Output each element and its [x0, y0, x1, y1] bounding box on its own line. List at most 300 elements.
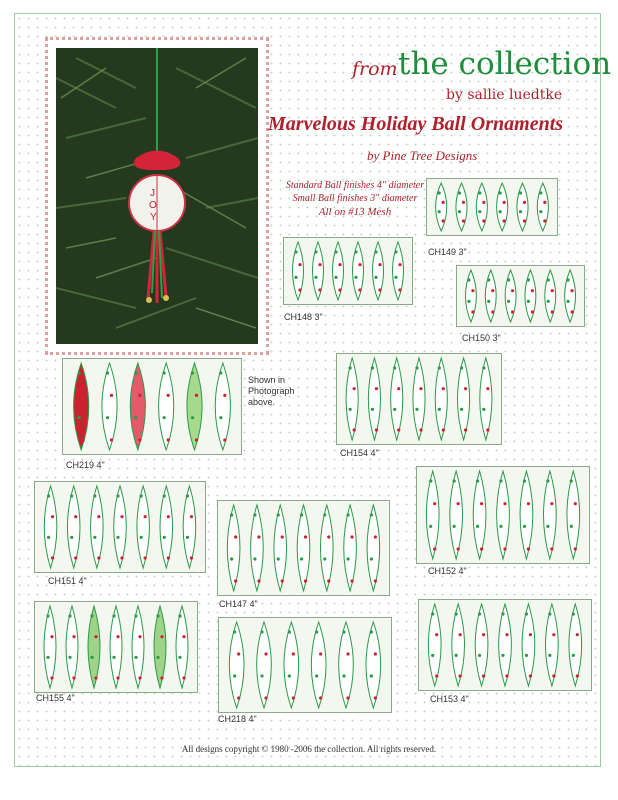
- chart-ch152: [416, 466, 590, 564]
- motif-dot: [138, 676, 141, 679]
- motif-dot: [480, 547, 483, 550]
- motif-dot: [233, 630, 236, 633]
- svg-text:Y: Y: [150, 212, 157, 223]
- motif-dot: [471, 310, 474, 313]
- motif-dot: [375, 428, 378, 431]
- motif-dot: [378, 288, 381, 291]
- motif-dot: [397, 387, 400, 390]
- motif-dot: [487, 300, 490, 303]
- motif-dot: [570, 525, 573, 528]
- spec-mesh: All on #13 Mesh: [318, 206, 392, 218]
- motif-dot: [338, 263, 341, 266]
- motif-dot: [501, 612, 504, 615]
- motif-dot: [97, 515, 100, 518]
- motif-dot: [480, 502, 483, 505]
- ornament-gore: [367, 505, 380, 591]
- motif-dot: [462, 201, 465, 204]
- motif-dot: [543, 219, 546, 222]
- ornament-gore: [517, 183, 528, 231]
- chart-ch218: [218, 617, 392, 713]
- from-text: from: [352, 58, 398, 80]
- spec-small: Small Ball finishes 3" diameter: [292, 193, 418, 204]
- motif-dot: [505, 633, 508, 636]
- motif-dot: [566, 300, 569, 303]
- motif-dot: [550, 502, 553, 505]
- motif-dot: [519, 191, 522, 194]
- motif-dot: [370, 513, 373, 516]
- ornament-gore: [497, 183, 508, 231]
- ornament-gore: [373, 242, 384, 300]
- motif-dot: [134, 656, 137, 659]
- ornament-gore: [450, 471, 463, 559]
- motif-dot: [525, 654, 528, 657]
- motif-dot: [253, 557, 256, 560]
- ornament-gore: [88, 606, 100, 688]
- chart-art: [337, 354, 501, 444]
- ornament-gore: [251, 505, 264, 591]
- motif-dot: [527, 547, 530, 550]
- ornament-gore: [159, 363, 174, 450]
- motif-dot: [397, 428, 400, 431]
- motif-dot: [478, 654, 481, 657]
- motif-dot: [457, 547, 460, 550]
- ornament-gore: [353, 242, 364, 300]
- ornament-gore: [480, 358, 492, 440]
- chart-art: [284, 238, 412, 304]
- motif-dot: [163, 416, 166, 419]
- motif-dot: [163, 371, 166, 374]
- motif-dot: [264, 696, 267, 699]
- ornament-gore: [505, 270, 516, 322]
- motif-dot: [82, 438, 85, 441]
- ornament-gore: [475, 604, 488, 686]
- motif-dot: [260, 674, 263, 677]
- motif-dot: [471, 289, 474, 292]
- motif-dot: [550, 547, 553, 550]
- ornament-gore: [465, 270, 476, 322]
- motif-dot: [94, 676, 97, 679]
- motif-dot: [138, 635, 141, 638]
- motif-dot: [393, 408, 396, 411]
- motif-dot: [548, 612, 551, 615]
- chart-label-ch148: CH148 3": [284, 312, 323, 322]
- motif-dot: [350, 579, 353, 582]
- motif-dot: [371, 408, 374, 411]
- ornament-gore: [346, 358, 358, 440]
- motif-dot: [219, 371, 222, 374]
- photo-note: Shown in Photograph above.: [248, 375, 295, 407]
- motif-dot: [160, 676, 163, 679]
- chart-art: [457, 266, 584, 326]
- motif-dot: [78, 416, 81, 419]
- ornament-gore: [473, 471, 486, 559]
- motif-dot: [319, 652, 322, 655]
- motif-dot: [531, 310, 534, 313]
- motif-dot: [499, 210, 502, 213]
- motif-dot: [74, 556, 77, 559]
- motif-dot: [467, 278, 470, 281]
- motif-dot: [318, 263, 321, 266]
- chart-label-ch147: CH147 4": [219, 599, 258, 609]
- ornament-photo-frame: [45, 37, 269, 355]
- motif-dot: [353, 428, 356, 431]
- motif-dot: [570, 289, 573, 292]
- chart-label-ch152: CH152 4": [428, 566, 467, 576]
- chart-ch154: [336, 353, 502, 445]
- motif-dot: [374, 579, 377, 582]
- chart-ch219: [62, 358, 242, 455]
- motif-dot: [551, 289, 554, 292]
- motif-dot: [491, 310, 494, 313]
- motif-dot: [394, 276, 397, 279]
- motif-dot: [455, 612, 458, 615]
- motif-dot: [438, 366, 441, 369]
- motif-dot: [503, 547, 506, 550]
- motif-dot: [223, 394, 226, 397]
- motif-dot: [219, 416, 222, 419]
- chart-ch155: [34, 601, 198, 693]
- ornament-gore: [313, 242, 324, 300]
- motif-dot: [134, 614, 137, 617]
- motif-dot: [552, 633, 555, 636]
- motif-dot: [546, 479, 549, 482]
- ornament-gore: [229, 622, 244, 708]
- motif-dot: [292, 696, 295, 699]
- ornament-gore: [154, 606, 166, 688]
- motif-dot: [460, 366, 463, 369]
- ornament-gore: [66, 606, 78, 688]
- motif-dot: [551, 310, 554, 313]
- motif-dot: [503, 219, 506, 222]
- motif-dot: [431, 654, 434, 657]
- motif-dot: [233, 674, 236, 677]
- motif-dot: [116, 536, 119, 539]
- motif-dot: [531, 289, 534, 292]
- motif-dot: [190, 556, 193, 559]
- motif-dot: [374, 535, 377, 538]
- motif-dot: [547, 278, 550, 281]
- motif-dot: [68, 656, 71, 659]
- motif-dot: [140, 494, 143, 497]
- ornament-gore: [537, 183, 548, 231]
- spec-standard: Standard Ball finishes 4" diameter: [285, 180, 425, 191]
- motif-dot: [72, 676, 75, 679]
- ornament-gore: [485, 270, 496, 322]
- ornament-gore: [274, 505, 287, 591]
- motif-dot: [191, 416, 194, 419]
- ornament-gore: [130, 363, 145, 450]
- ornament-gore: [311, 622, 326, 708]
- ornament-gore: [215, 363, 230, 450]
- motif-dot: [50, 635, 53, 638]
- collection-title: the collection: [398, 46, 612, 82]
- motif-dot: [167, 556, 170, 559]
- motif-dot: [90, 656, 93, 659]
- motif-dot: [350, 535, 353, 538]
- motif-dot: [138, 438, 141, 441]
- motif-dot: [429, 479, 432, 482]
- motif-dot: [507, 300, 510, 303]
- chart-art: [419, 600, 591, 690]
- motif-dot: [191, 371, 194, 374]
- motif-dot: [134, 371, 137, 374]
- motif-dot: [574, 502, 577, 505]
- motif-dot: [70, 494, 73, 497]
- motif-dot: [370, 674, 373, 677]
- motif-dot: [478, 210, 481, 213]
- motif-dot: [234, 579, 237, 582]
- ornament-gore: [297, 505, 310, 591]
- motif-dot: [419, 387, 422, 390]
- motif-dot: [182, 676, 185, 679]
- motif-dot: [457, 502, 460, 505]
- motif-dot: [458, 191, 461, 194]
- ornament-gore: [458, 358, 470, 440]
- motif-dot: [374, 250, 377, 253]
- ornament-gore: [114, 486, 127, 568]
- motif-dot: [82, 394, 85, 397]
- motif-dot: [574, 547, 577, 550]
- ornament-gore: [44, 606, 56, 688]
- motif-dot: [547, 300, 550, 303]
- chart-art: [219, 618, 391, 712]
- ornament-gore: [227, 505, 240, 591]
- motif-dot: [529, 633, 532, 636]
- motif-dot: [237, 696, 240, 699]
- motif-dot: [138, 394, 141, 397]
- motif-dot: [315, 674, 318, 677]
- motif-dot: [327, 535, 330, 538]
- motif-dot: [543, 201, 546, 204]
- ornament-gore: [525, 270, 536, 322]
- motif-dot: [300, 557, 303, 560]
- motif-dot: [398, 288, 401, 291]
- motif-dot: [223, 438, 226, 441]
- motif-dot: [435, 633, 438, 636]
- chart-ch148: [283, 237, 413, 305]
- motif-dot: [314, 276, 317, 279]
- chart-label-ch154: CH154 4": [340, 448, 379, 458]
- motif-dot: [144, 515, 147, 518]
- motif-dot: [433, 502, 436, 505]
- motif-dot: [453, 525, 456, 528]
- motif-dot: [459, 674, 462, 677]
- motif-dot: [438, 210, 441, 213]
- ornament-gore: [546, 604, 559, 686]
- motif-dot: [460, 408, 463, 411]
- motif-dot: [93, 536, 96, 539]
- chart-ch151: [34, 481, 206, 573]
- motif-dot: [394, 250, 397, 253]
- motif-dot: [90, 614, 93, 617]
- ornament-gore: [413, 358, 425, 440]
- motif-dot: [327, 579, 330, 582]
- motif-dot: [338, 288, 341, 291]
- motif-dot: [478, 612, 481, 615]
- motif-dot: [527, 278, 530, 281]
- motif-dot: [442, 219, 445, 222]
- motif-dot: [156, 614, 159, 617]
- chart-label-ch153: CH153 4": [430, 694, 469, 704]
- ornament-gore: [67, 486, 80, 568]
- motif-dot: [511, 289, 514, 292]
- motif-dot: [257, 535, 260, 538]
- motif-dot: [260, 630, 263, 633]
- motif-dot: [459, 633, 462, 636]
- motif-dot: [112, 614, 115, 617]
- motif-dot: [519, 210, 522, 213]
- motif-dot: [566, 278, 569, 281]
- motif-dot: [46, 656, 49, 659]
- motif-dot: [230, 557, 233, 560]
- ornament-gore: [569, 604, 582, 686]
- motif-dot: [186, 494, 189, 497]
- motif-dot: [277, 557, 280, 560]
- motif-dot: [370, 557, 373, 560]
- motif-dot: [110, 438, 113, 441]
- motif-dot: [523, 479, 526, 482]
- motif-dot: [294, 276, 297, 279]
- motif-dot: [120, 556, 123, 559]
- ornament-gore: [520, 471, 533, 559]
- motif-dot: [499, 479, 502, 482]
- ornament-gore: [110, 606, 122, 688]
- motif-dot: [523, 525, 526, 528]
- motif-dot: [112, 656, 115, 659]
- motif-dot: [120, 515, 123, 518]
- motif-dot: [431, 612, 434, 615]
- motif-dot: [572, 654, 575, 657]
- motif-dot: [453, 479, 456, 482]
- motif-dot: [576, 674, 579, 677]
- ornament-gore: [368, 358, 380, 440]
- svg-text:J: J: [150, 188, 155, 199]
- motif-dot: [442, 201, 445, 204]
- ornament-gore: [132, 606, 144, 688]
- ornament-gore: [435, 358, 447, 440]
- chart-art: [427, 179, 557, 235]
- designer-credit: by sallie luedtke: [446, 87, 563, 103]
- motif-dot: [435, 674, 438, 677]
- motif-dot: [304, 579, 307, 582]
- motif-dot: [323, 513, 326, 516]
- motif-dot: [186, 536, 189, 539]
- subtitle: by Pine Tree Designs: [367, 148, 478, 163]
- motif-dot: [68, 614, 71, 617]
- chart-art: [63, 359, 241, 454]
- ornament-gore: [44, 486, 57, 568]
- motif-dot: [374, 696, 377, 699]
- motif-dot: [195, 438, 198, 441]
- motif-dot: [178, 614, 181, 617]
- motif-dot: [398, 263, 401, 266]
- chart-label-ch155: CH155 4": [36, 693, 75, 703]
- motif-dot: [318, 288, 321, 291]
- chart-label-ch219: CH219 4": [66, 460, 105, 470]
- motif-dot: [182, 635, 185, 638]
- motif-dot: [160, 635, 163, 638]
- motif-dot: [482, 366, 485, 369]
- ornament-gore: [320, 505, 333, 591]
- motif-dot: [464, 387, 467, 390]
- motif-dot: [499, 525, 502, 528]
- motif-dot: [572, 612, 575, 615]
- motif-dot: [476, 479, 479, 482]
- motif-dot: [300, 513, 303, 516]
- motif-dot: [354, 276, 357, 279]
- motif-dot: [74, 515, 77, 518]
- motif-dot: [482, 201, 485, 204]
- ornament-gore: [497, 471, 510, 559]
- ornament-gore: [344, 505, 357, 591]
- ornament-gore: [176, 606, 188, 688]
- motif-dot: [281, 535, 284, 538]
- motif-dot: [349, 366, 352, 369]
- ornament-gore: [426, 471, 439, 559]
- motif-dot: [51, 556, 54, 559]
- chart-art: [218, 501, 389, 595]
- motif-dot: [487, 278, 490, 281]
- motif-dot: [429, 525, 432, 528]
- motif-dot: [442, 387, 445, 390]
- ornament-photo: [56, 48, 258, 344]
- ornament-gore: [160, 486, 173, 568]
- motif-dot: [419, 428, 422, 431]
- motif-dot: [346, 652, 349, 655]
- motif-dot: [72, 635, 75, 638]
- motif-dot: [375, 387, 378, 390]
- motif-dot: [116, 494, 119, 497]
- motif-dot: [178, 656, 181, 659]
- ornament-gore: [137, 486, 150, 568]
- ornament-gore: [522, 604, 535, 686]
- motif-dot: [438, 408, 441, 411]
- motif-dot: [570, 310, 573, 313]
- motif-dot: [323, 557, 326, 560]
- motif-dot: [315, 630, 318, 633]
- motif-dot: [94, 635, 97, 638]
- motif-dot: [237, 652, 240, 655]
- motif-dot: [163, 536, 166, 539]
- motif-dot: [482, 674, 485, 677]
- motif-dot: [476, 525, 479, 528]
- motif-dot: [47, 536, 50, 539]
- chart-label-ch149: CH149 3": [428, 247, 467, 257]
- motif-dot: [353, 387, 356, 390]
- motif-dot: [433, 547, 436, 550]
- motif-dot: [93, 494, 96, 497]
- motif-dot: [462, 219, 465, 222]
- chart-ch150: [456, 265, 585, 327]
- ornament-gore: [436, 183, 447, 231]
- motif-dot: [503, 502, 506, 505]
- ornament-gore: [452, 604, 465, 686]
- motif-dot: [319, 696, 322, 699]
- motif-dot: [346, 513, 349, 516]
- motif-dot: [374, 276, 377, 279]
- motif-dot: [106, 371, 109, 374]
- motif-dot: [482, 633, 485, 636]
- motif-dot: [50, 676, 53, 679]
- motif-dot: [294, 250, 297, 253]
- ornament-gore: [545, 270, 556, 322]
- motif-dot: [371, 366, 374, 369]
- motif-dot: [503, 201, 506, 204]
- motif-dot: [415, 366, 418, 369]
- ornament-gore: [257, 622, 272, 708]
- ornament-gore: [366, 622, 381, 708]
- motif-dot: [455, 654, 458, 657]
